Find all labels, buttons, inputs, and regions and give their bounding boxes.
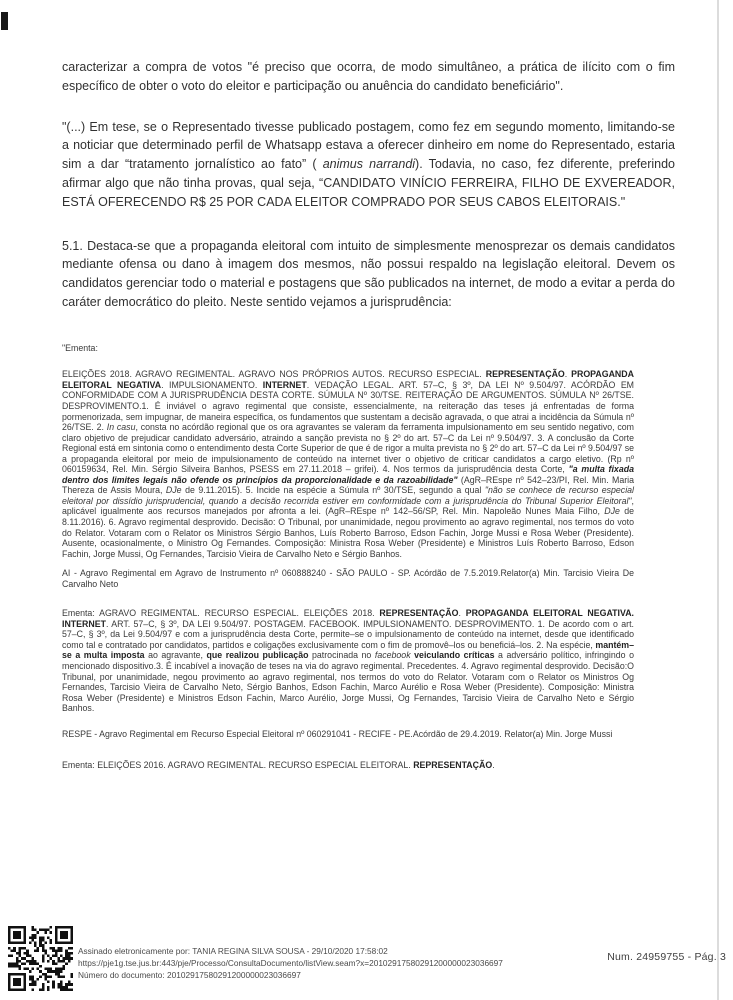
- page-edge-line: [717, 0, 719, 1000]
- page-number: Num. 24959755 - Pág. 3: [607, 951, 726, 963]
- footer-signature-line: Assinado eletronicamente por: TANIA REGINA SILVA SOUSA - 29/10/2020 17:58:02: [78, 946, 388, 956]
- ementa-opening-quote: "Ementa:: [62, 342, 98, 353]
- scan-artifact-mark: [1, 12, 8, 30]
- footer-signature-block: [78, 945, 503, 981]
- document-body: [62, 58, 708, 771]
- quoted-thesis-paragraph: "(...) Em tese, se o Representado tivesse publicado postagem, como fez em segundo momento, limitando-se a noticiar que determinado perfil de Whatsapp estava a oferecer dinheiro em nome do Representado, estaria sim a dar “tratamento jornalístico ao fato” ( animus narrandi). Todavia, no caso, fez diferente, preferindo afirmar algo que não tinha provas, qual seja, “CANDIDATO VINÍCIO FERREIRA, FILHO DE EXVEREADOR, ESTÁ OFERECENDO R$ 25 POR CADA ELEITOR COMPRADO POR SEUS CABOS ELEITORAIS.": [62, 119, 675, 209]
- footer-docnumber-line: Número do documento: 20102917580291200000023036697: [78, 970, 301, 980]
- qr-code: [8, 926, 73, 991]
- footer-url-line: https://pje1g.tse.jus.br:443/pje/Processo/ConsultaDocumento/listView.seam?x=20102917580291200000023036697: [78, 958, 503, 968]
- citation-reference-respe: RESPE - Agravo Regimental em Recurso Especial Eleitoral nº 060291041 - RECIFE - PE.Acórdão de 29.4.2019. Relator(a) Min. Jorge Mussi: [62, 728, 613, 739]
- continuation-paragraph: caracterizar a compra de votos "é preciso que ocorra, de modo simultâneo, a prática de ilícito com o fim específico de obter o voto do eleitor e participação ou anuência do candidato beneficiário".: [62, 60, 675, 93]
- citation-ementa-3: Ementa: ELEIÇÕES 2016. AGRAVO REGIMENTAL. RECURSO ESPECIAL ELEITORAL. REPRESENTAÇÃO.: [62, 760, 495, 771]
- citation-reference-ai: AI - Agravo Regimental em Agravo de Instrumento nº 060888240 - SÃO PAULO - SP. Acórdão de 7.5.2019.Relator(a) Min. Tarcisio Vieira De Carvalho Neto: [62, 568, 634, 589]
- citation-ementa-2: Ementa: AGRAVO REGIMENTAL. RECURSO ESPECIAL. ELEIÇÕES 2018. REPRESENTAÇÃO. PROPAGANDA ELEITORAL NEGATIVA. INTERNET. ART. 57–C, § 3º, DA LEI 9.504/97. POSTAGEM. FACEBOOK. IMPULSIONAMENTO. DESPROVIMENTO. 1. De acordo com o art. 57–C, § 3º, da Lei 9.504/97 e com a jurisprudência desta Corte, permite–se o impulsionamento de conteúdo na internet, desde que identificado como tal e contratado por candidatos, partidos e coligações exclusivamente com o fim de promovê–los ou beneficiá–los. 2. Na espécie, mantém–se a multa imposta ao agravante, que realizou publicação patrocinada no facebook veiculando críticas a adversário político, infringindo o mencionado dispositivo.3. É incabível a inovação de teses na via do agravo regimental. Precedentes. 4. Agravo regimental desprovido. Decisão:O Tribunal, por unanimidade, negou provimento ao agravo regimental, nos termos do voto do Relator. Votaram com o Relator os Ministros Og Fernandes, Tarcisio Vieira de Carvalho Neto, Sérgio Banhos, Edson Fachin, Marco Aurélio e Rosa Weber (Presidente). Composição: Ministra Rosa Weber (Presidente) e Ministros Edson Fachin, Marco Aurélio, Jorge Mussi, Og Fernandes, Tarcisio Vieira de Carvalho Neto e Sérgio Banhos.: [62, 608, 635, 714]
- section-5-1-paragraph: 5.1. Destaca-se que a propaganda eleitoral com intuito de simplesmente menosprezar os demais candidatos mediante ofensa ou dano à imagem dos mesmos, não possui respaldo na legislação eleitoral. Devem os candidatos gerenciar todo o material e postagens que são publicados na internet, de modo a evitar a perda do caráter democrático do pleito. Neste sentido vejamos a jurisprudência:: [62, 238, 675, 309]
- citation-ementa-1: ELEIÇÕES 2018. AGRAVO REGIMENTAL. AGRAVO NOS PRÓPRIOS AUTOS. RECURSO ESPECIAL. REPRESENTAÇÃO. PROPAGANDA ELEITORAL NEGATIVA. IMPULSIONAMENTO. INTERNET. VEDAÇÃO LEGAL. ART. 57–C, § 3º, DA LEI Nº 9.504/97. ACÓRDÃO EM CONFORMIDADE COM A JURISPRUDÊNCIA DESTA CORTE. SÚMULA Nº 30/TSE. REITERAÇÃO DE ARGUMENTOS. SÚMULA Nº 26/TSE. DESPROVIMENTO.1. É inviável o agravo regimental que consiste, essencialmente, na reiteração das teses já enfrentadas de forma pormenorizada, sem impugnar, de maneira específica, os fundamentos que sustentam a decisão agravada, o que atrai a incidência da Súmula nº 26/TSE. 2. In casu, consta no acórdão regional que os ora agravantes se valeram da ferramenta impulsionamento em seu sentido negativo, com claro objetivo de prejudicar candidato adversário, atraindo a sanção prevista no § 2º do art. 57–C da Lei nº 9.504/97. 3. A conclusão da Corte Regional está em sintonia como o entendimento desta Corte Superior de que é de rigor a multa prevista no § 2º do art. 57–C da Lei nº 9.504/97 se a propaganda eleitoral por meio de impulsionamento de conteúdo na internet tiver o objetivo de criticar candidatos a cargo eletivo. (Rp nº 060159634, Rel. Min. Sérgio Silveira Banhos, PSESS em 27.11.2018 – grifei). 4. Nos termos da jurisprudência desta Corte, "a multa fixada dentro dos limites legais não ofende os princípios da proporcionalidade e da razoabilidade" (AgR–REspe nº 542–23/PI, Rel. Min. Maria Thereza de Assis Moura, DJe de 9.11.2015). 5. Incide na espécie a Súmula nº 30/TSE, segundo a qual "não se conhece de recurso especial eleitoral por dissídio jurisprudencial, quando a decisão recorrida estiver em conformidade com a jurisprudência do Tribunal Superior Eleitoral", aplicável igualmente aos recursos manejados por afronta a lei. (AgR–REspe nº 142–56/SP, Rel. Min. Napoleão Nunes Maia Filho, DJe de 8.11.2016). 6. Agravo regimental desprovido. Decisão: O Tribunal, por unanimidade, negou provimento ao agravo regimental, nos termos do voto do Relator. Votaram com o Relator os Ministros Sérgio Banhos, Luís Roberto Barroso, Edson Fachin, Jorge Mussi e Rosa Weber (Presidente). Ausente, ocasionalmente, o Ministro Og Fernandes. Composição: Ministra Rosa Weber (Presidente) e Ministros Luís Roberto Barroso, Edson Fachin, Jorge Mussi, Og Fernandes, Tarcisio Vieira de Carvalho Neto e Sérgio Banhos.: [62, 369, 635, 559]
